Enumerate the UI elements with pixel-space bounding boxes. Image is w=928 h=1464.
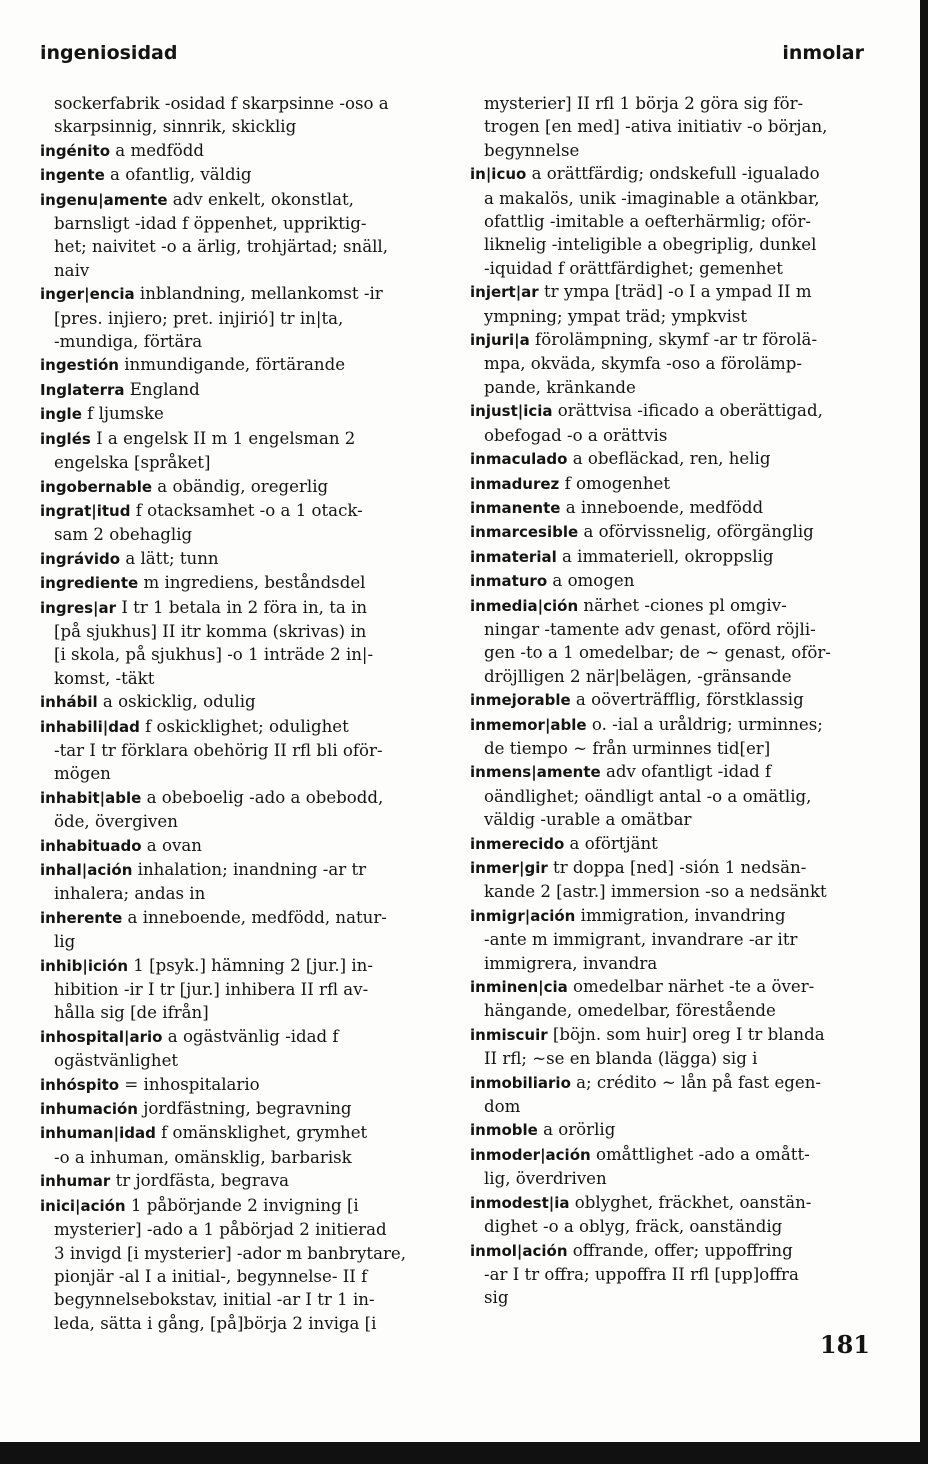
entry-line-headword: inherente a inneboende, medfödd, natur- bbox=[40, 907, 387, 927]
entry-line: -ante m immigrant, invandrare -ar itr bbox=[484, 930, 798, 950]
entry-line: -mundiga, förtära bbox=[54, 332, 203, 352]
entry-line-headword: Inglaterra England bbox=[40, 379, 200, 399]
entry-line: trogen [en med] -ativa initiativ -o början, bbox=[484, 117, 828, 137]
entry-line-headword: inhumación jordfästning, begravning bbox=[40, 1099, 352, 1119]
dictionary-entry bbox=[40, 353, 440, 377]
headword: ingénito bbox=[40, 141, 111, 160]
headword: inici|ación bbox=[40, 1196, 126, 1215]
headword: ingenu|amente bbox=[40, 190, 168, 209]
entry-line-headword: inmadurez f omogenhet bbox=[470, 473, 671, 493]
headword: ingle bbox=[40, 405, 82, 424]
headword: inmobiliario bbox=[470, 1073, 571, 1092]
headword: inminen|cia bbox=[470, 978, 568, 997]
dictionary-entry bbox=[470, 1023, 870, 1071]
headword: injert|ar bbox=[470, 283, 539, 302]
entry-line: II rfl; ~se en blanda (lägga) sig i bbox=[484, 1049, 758, 1069]
entry-line: dröjlligen 2 när|belägen, -gränsande bbox=[484, 666, 792, 686]
entry-line: -o a inhuman, omänsklig, barbarisk bbox=[54, 1147, 352, 1167]
dictionary-entry bbox=[470, 1239, 870, 1310]
entry-line-headword: inmigr|ación immigration, invandring bbox=[470, 905, 786, 925]
dictionary-entry bbox=[40, 1097, 440, 1121]
entry-line-headword: inhabili|dad f oskicklighet; odulighet bbox=[40, 716, 349, 736]
entry-line-headword: ingente a ofantlig, väldig bbox=[40, 165, 252, 185]
entry-line: a makalös, unik -imaginable a otänkbar, bbox=[484, 188, 820, 208]
dictionary-entry bbox=[470, 1118, 870, 1142]
entry-line-headword: inhumar tr jordfästa, begrava bbox=[40, 1171, 289, 1191]
dictionary-entry bbox=[470, 92, 870, 162]
entry-line: dom bbox=[484, 1097, 521, 1117]
dictionary-entry bbox=[40, 1169, 440, 1193]
headword: inmadurez bbox=[470, 474, 560, 493]
dictionary-entry bbox=[470, 904, 870, 975]
entry-line-headword: inhospital|ario a ogästvänlig -idad f bbox=[40, 1026, 339, 1046]
headword: inhábil bbox=[40, 693, 98, 712]
headword: ingrediente bbox=[40, 574, 139, 593]
entry-line: -tar I tr förklara obehörig II rfl bli oför- bbox=[54, 740, 383, 760]
dictionary-entry bbox=[470, 1071, 870, 1119]
entry-line: ningar -tamente adv genast, oförd röjli- bbox=[484, 619, 816, 639]
dictionary-entry bbox=[470, 399, 870, 447]
headword: inmaterial bbox=[470, 547, 557, 566]
entry-line-headword: inglés I a engelsk II m 1 engelsman 2 bbox=[40, 428, 356, 448]
headword: ingente bbox=[40, 166, 105, 185]
entry-line: -ar I tr offra; uppoffra II rfl [upp]offra bbox=[484, 1264, 799, 1284]
entry-line: mpa, okväda, skymfa -oso a förolämp- bbox=[484, 354, 802, 374]
entry-line-headword: inmarcesible a oförvissnelig, oförgänglig bbox=[470, 522, 814, 542]
entry-line-headword: inmer|gir tr doppa [ned] -sión 1 nedsän- bbox=[470, 858, 807, 877]
dictionary-entry bbox=[40, 499, 440, 547]
headword: injust|icia bbox=[470, 402, 553, 421]
entry-line-headword: inmobiliario a; crédito ~ lån på fast egen- bbox=[470, 1072, 822, 1092]
headword: inmoble bbox=[470, 1121, 538, 1140]
dictionary-entry bbox=[470, 280, 870, 328]
dictionary-entry bbox=[470, 1143, 870, 1191]
entry-line: öde, övergiven bbox=[54, 812, 178, 832]
entry-line: mysterier] -ado a 1 påbörjad 2 initierad bbox=[54, 1220, 387, 1240]
dictionary-entry bbox=[470, 472, 870, 496]
entry-line: lig bbox=[54, 932, 76, 952]
headword: inmaculado bbox=[470, 450, 568, 469]
headword: inglés bbox=[40, 429, 91, 448]
entry-line-headword: ingle f ljumske bbox=[40, 404, 164, 424]
entry-line: [på sjukhus] II itr komma (skrivas) in bbox=[54, 621, 367, 641]
dictionary-entry bbox=[40, 690, 440, 714]
dictionary-entry bbox=[470, 688, 870, 712]
header-last-entry: inmolar bbox=[782, 42, 864, 64]
headword: inmoder|ación bbox=[470, 1145, 591, 1164]
entry-line: naiv bbox=[54, 260, 90, 280]
entry-line-headword: inhabit|able a obeboelig -ado a obebodd, bbox=[40, 787, 384, 807]
dictionary-entry bbox=[40, 1025, 440, 1073]
entry-line: skarpsinnig, sinnrik, skicklig bbox=[54, 117, 297, 137]
dictionary-entry bbox=[470, 447, 870, 471]
dictionary-entry bbox=[40, 427, 440, 475]
entry-line-headword: inmaterial a immateriell, okroppslig bbox=[470, 546, 774, 566]
headword: ingres|ar bbox=[40, 598, 117, 617]
headword: inhabit|able bbox=[40, 788, 142, 807]
right-column bbox=[470, 92, 870, 1310]
entry-line-headword: inmejorable a oöverträfflig, förstklassig bbox=[470, 690, 804, 710]
dictionary-entry bbox=[470, 856, 870, 904]
headword: inmigr|ación bbox=[470, 906, 576, 925]
headword: inhumación bbox=[40, 1100, 138, 1119]
dictionary-entry bbox=[470, 713, 870, 761]
headword: injuri|a bbox=[470, 331, 530, 350]
entry-line: liknelig -inteligible a obegriplig, dunkel bbox=[484, 235, 817, 255]
entry-line: de tiempo ~ från urminnes tid[er] bbox=[484, 738, 771, 758]
entry-line: ogästvänlighet bbox=[54, 1051, 179, 1071]
entry-line-headword: ingénito a medfödd bbox=[40, 140, 205, 160]
headword: inmedia|ción bbox=[470, 596, 579, 615]
entry-line-headword: inmedia|ción närhet -ciones pl omgiv- bbox=[470, 595, 787, 615]
dictionary-entry bbox=[40, 1121, 440, 1169]
entry-line: lig, överdriven bbox=[484, 1169, 607, 1189]
dictionary-entry bbox=[40, 547, 440, 571]
dictionary-entry bbox=[470, 520, 870, 544]
dictionary-entry bbox=[470, 162, 870, 280]
entry-line-headword: ingres|ar I tr 1 betala in 2 föra in, ta in bbox=[40, 597, 368, 617]
dictionary-entry bbox=[40, 858, 440, 906]
dictionary-entry bbox=[470, 832, 870, 856]
header-first-entry: ingeniosidad bbox=[40, 42, 178, 64]
dictionary-entry bbox=[470, 496, 870, 520]
entry-line-headword: ingrat|itud f otacksamhet -o a 1 otack- bbox=[40, 500, 363, 520]
entry-line: [pres. injiero; pret. injirió] tr in|ta, bbox=[54, 308, 344, 328]
entry-line-headword: inmaculado a obefläckad, ren, helig bbox=[470, 449, 771, 469]
headword: inmejorable bbox=[470, 691, 571, 710]
entry-line-headword: inmemor|able o. -ial a uråldrig; urminnes; bbox=[470, 714, 823, 734]
dictionary-entry bbox=[40, 139, 440, 163]
headword: inmodest|ia bbox=[470, 1193, 570, 1212]
dictionary-entry bbox=[40, 188, 440, 283]
headword: inmaturo bbox=[470, 572, 548, 591]
entry-line-headword: injert|ar tr ympa [träd] -o I a ympad II m bbox=[470, 282, 812, 302]
entry-line-headword: mysterier] II rfl 1 börja 2 göra sig för- bbox=[484, 94, 804, 113]
headword: inhumar bbox=[40, 1172, 111, 1191]
dictionary-entry bbox=[40, 596, 440, 691]
dictionary-entry bbox=[40, 163, 440, 187]
entry-line: het; naivitet -o a ärlig, trohjärtad; snäll, bbox=[54, 237, 388, 257]
entry-line: ofattlig -imitable a oefterhärmlig; oför- bbox=[484, 212, 811, 232]
headword: Inglaterra bbox=[40, 380, 125, 399]
dictionary-entry bbox=[40, 1194, 440, 1335]
headword: in|icuo bbox=[470, 165, 527, 184]
entry-line: väldig -urable a omätbar bbox=[484, 810, 692, 830]
entry-line-headword: inminen|cia omedelbar närhet -te a över- bbox=[470, 977, 815, 997]
dictionary-entry bbox=[40, 402, 440, 426]
headword: inhabili|dad bbox=[40, 717, 140, 736]
entry-line-headword: inmaturo a omogen bbox=[470, 571, 635, 591]
entry-line: [i skola, på sjukhus] -o 1 inträde 2 in|- bbox=[54, 645, 374, 665]
scan-edge-bottom bbox=[0, 1442, 928, 1464]
entry-line-headword: inger|encia inblandning, mellankomst -ir bbox=[40, 284, 383, 304]
headword: inmarcesible bbox=[470, 523, 579, 542]
entry-line: engelska [språket] bbox=[54, 453, 211, 473]
dictionary-entry bbox=[470, 594, 870, 689]
headword: inmerecido bbox=[470, 834, 565, 853]
entry-line: kande 2 [astr.] immersion -so a nedsänkt bbox=[484, 882, 827, 902]
entry-line-headword: injuri|a förolämpning, skymf -ar tr förolä- bbox=[470, 330, 818, 350]
entry-line-headword: inmodest|ia oblyghet, fräckhet, oanstän- bbox=[470, 1192, 812, 1212]
entry-line: oändlighet; oändligt antal -o a omätlig, bbox=[484, 786, 812, 806]
dictionary-entry bbox=[40, 834, 440, 858]
headword: ingestión bbox=[40, 356, 119, 375]
dictionary-entry bbox=[470, 975, 870, 1023]
headword: inhib|ición bbox=[40, 956, 129, 975]
entry-line: hålla sig [de ifrån] bbox=[54, 1003, 209, 1023]
headword: inherente bbox=[40, 908, 123, 927]
entry-line: begynnelsebokstav, initial -ar I tr 1 in- bbox=[54, 1290, 375, 1310]
entry-line: barnsligt -idad f öppenhet, uppriktig- bbox=[54, 214, 367, 234]
entry-line-headword: inmoder|ación omåttlighet -ado a omått- bbox=[470, 1144, 810, 1164]
entry-line: dighet -o a oblyg, fräck, oanständig bbox=[484, 1217, 783, 1237]
entry-line: sam 2 obehaglig bbox=[54, 525, 193, 545]
dictionary-entry bbox=[470, 1191, 870, 1239]
headword: ingobernable bbox=[40, 477, 153, 496]
scan-edge-right bbox=[920, 0, 928, 1464]
headword: inhuman|idad bbox=[40, 1124, 156, 1143]
entry-line-headword: inmens|amente adv ofantligt -idad f bbox=[470, 762, 772, 782]
entry-line-headword: inmerecido a oförtjänt bbox=[470, 833, 658, 853]
entry-line: ympning; ympat träd; ympkvist bbox=[484, 306, 748, 326]
headword: inhabituado bbox=[40, 836, 142, 855]
dictionary-entry bbox=[40, 906, 440, 954]
headword: inger|encia bbox=[40, 285, 135, 304]
entry-line: inhalera; andas in bbox=[54, 884, 206, 904]
entry-line-headword: injust|icia orättvisa -ificado a oberättigad, bbox=[470, 401, 823, 421]
dictionary-entry bbox=[40, 954, 440, 1025]
dictionary-entry bbox=[40, 571, 440, 595]
entry-line-headword: in|icuo a orättfärdig; ondskefull -igualado bbox=[470, 164, 820, 184]
entry-line: pionjär -al I a initial-, begynnelse- II f bbox=[54, 1266, 368, 1286]
headword: inmens|amente bbox=[470, 763, 601, 782]
entry-line-headword: inmoble a orörlig bbox=[470, 1120, 616, 1140]
page-number: 181 bbox=[819, 1330, 870, 1359]
dictionary-entry bbox=[40, 92, 440, 139]
entry-line: hängande, omedelbar, förestående bbox=[484, 1001, 776, 1021]
entry-line-headword: inhal|ación inhalation; inandning -ar tr bbox=[40, 860, 367, 879]
entry-line-headword: ingobernable a obändig, oregerlig bbox=[40, 476, 329, 496]
dictionary-entry bbox=[40, 1073, 440, 1097]
left-column bbox=[40, 92, 440, 1335]
entry-line-headword: sockerfabrik -osidad f skarpsinne -oso a bbox=[54, 94, 389, 113]
dictionary-entry bbox=[40, 715, 440, 786]
entry-line: -iquidad f orättfärdighet; gemenhet bbox=[484, 258, 783, 278]
entry-line: obefogad -o a orättvis bbox=[484, 425, 668, 445]
dictionary-entry bbox=[470, 545, 870, 569]
entry-line: leda, sätta i gång, [på]börja 2 inviga [i bbox=[54, 1313, 377, 1333]
entry-line-headword: inhib|ición 1 [psyk.] hämning 2 [jur.] in- bbox=[40, 955, 373, 975]
entry-line-headword: inhóspito = inhospitalario bbox=[40, 1074, 260, 1094]
entry-line-headword: inhuman|idad f omänsklighet, grymhet bbox=[40, 1123, 368, 1143]
entry-line: mögen bbox=[54, 764, 111, 784]
headword: inhóspito bbox=[40, 1075, 120, 1094]
headword: ingrávido bbox=[40, 549, 121, 568]
entry-line: komst, -täkt bbox=[54, 668, 155, 688]
entry-line: gen -to a 1 omedelbar; de ~ genast, oför- bbox=[484, 643, 831, 663]
dictionary-entry bbox=[470, 760, 870, 831]
entry-line: begynnelse bbox=[484, 140, 580, 160]
entry-line: immigrera, invandra bbox=[484, 953, 658, 973]
entry-line-headword: inici|ación 1 påbörjande 2 invigning [i bbox=[40, 1195, 359, 1215]
headword: inmer|gir bbox=[470, 859, 548, 877]
entry-line: 3 invigd [i mysterier] -ador m banbrytare, bbox=[54, 1243, 406, 1263]
dictionary-entry bbox=[470, 569, 870, 593]
entry-line-headword: inmiscuir [böjn. som huir] oreg I tr blanda bbox=[470, 1024, 825, 1044]
dictionary-entry bbox=[470, 328, 870, 399]
entry-line: hibition -ir I tr [jur.] inhibera II rfl av- bbox=[54, 980, 369, 1000]
headword: inhospital|ario bbox=[40, 1027, 163, 1046]
entry-line-headword: inhábil a oskicklig, odulig bbox=[40, 692, 256, 712]
headword: inmemor|able bbox=[470, 715, 587, 734]
entry-line-headword: ingrávido a lätt; tunn bbox=[40, 548, 219, 568]
headword: inmiscuir bbox=[470, 1025, 548, 1044]
headword: ingrat|itud bbox=[40, 501, 131, 520]
headword: inhal|ación bbox=[40, 861, 133, 879]
headword: inmol|ación bbox=[470, 1241, 568, 1260]
entry-line-headword: ingrediente m ingrediens, beståndsdel bbox=[40, 573, 366, 593]
entry-line: pande, kränkande bbox=[484, 377, 636, 397]
entry-line-headword: ingestión inmundigande, förtärande bbox=[40, 355, 346, 375]
dictionary-entry bbox=[40, 378, 440, 402]
dictionary-entry bbox=[40, 786, 440, 834]
dictionary-entry bbox=[40, 475, 440, 499]
dictionary-entry bbox=[40, 282, 440, 353]
entry-line-headword: ingenu|amente adv enkelt, okonstlat, bbox=[40, 189, 354, 209]
entry-line-headword: inmol|ación offrande, offer; uppoffring bbox=[470, 1240, 793, 1260]
headword: inmanente bbox=[470, 498, 561, 517]
entry-line-headword: inmanente a inneboende, medfödd bbox=[470, 497, 764, 517]
entry-line: sig bbox=[484, 1288, 509, 1308]
entry-line-headword: inhabituado a ovan bbox=[40, 835, 202, 855]
